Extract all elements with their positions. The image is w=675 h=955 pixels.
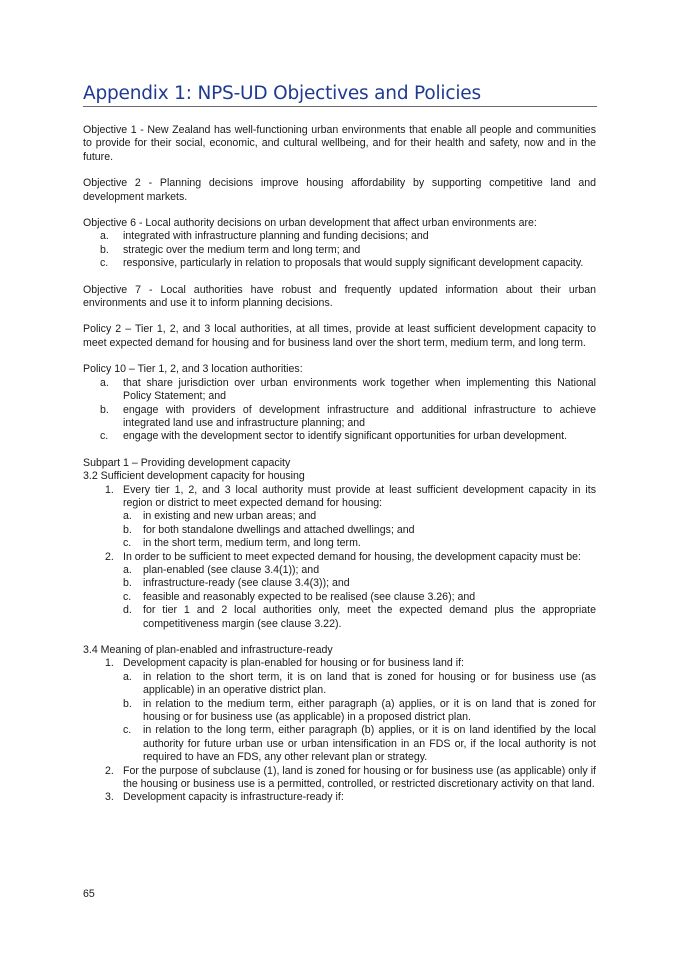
section-heading: 3.2 Sufficient development capacity for housing — [83, 470, 305, 483]
list-item — [83, 484, 596, 511]
list-marker: c. — [100, 257, 109, 270]
list-marker: a. — [123, 563, 132, 576]
list-text: responsive, particularly in relation to proposals that would supply significant development capacity. — [123, 257, 584, 270]
list-item — [83, 257, 596, 270]
policy-2: Policy 2 – Tier 1, 2, and 3 local authorities, at all times, provide at least sufficient development capacity to meet expected demand for housing and for business land over the short term, medium term, and long term. — [83, 323, 596, 349]
page-title: Appendix 1: NPS-UD Objectives and Policies — [83, 83, 481, 104]
objective-1: Objective 1 - New Zealand has well-functioning urban environments that enable all people and communities to provide for their social, economic, and cultural wellbeing, and for their health and safety, now and in the future. — [83, 124, 596, 163]
list-item — [83, 591, 596, 604]
list-marker: c. — [123, 724, 132, 737]
list-item — [83, 537, 596, 550]
list-marker: 3. — [105, 791, 114, 804]
list-item — [83, 698, 596, 725]
list-marker: c. — [123, 590, 132, 603]
list-item — [83, 791, 596, 804]
list-text: in relation to the medium term, either paragraph (a) applies, or it is on land that is zoned for housing or for business use (as applicable) in a proposed district plan. — [143, 697, 596, 724]
list-item — [83, 657, 596, 670]
objective-6-intro: Objective 6 - Local authority decisions on urban development that affect urban environments are: — [83, 217, 537, 230]
list-marker: b. — [100, 243, 109, 256]
list-item — [83, 551, 596, 564]
list-marker: b. — [100, 403, 109, 416]
list-text: Every tier 1, 2, and 3 local authority must provide at least sufficient development capacity in its region or district to meet expected demand for housing: — [123, 483, 596, 509]
document-body — [83, 124, 596, 805]
list-marker: b. — [123, 523, 132, 536]
list-item — [83, 577, 596, 590]
list-text: engage with the development sector to identify significant opportunities for urban development. — [123, 430, 568, 443]
list-item — [83, 244, 596, 257]
list-marker: 1. — [105, 657, 114, 670]
list-text: Development capacity is infrastructure-ready if: — [123, 791, 344, 804]
list-item — [83, 671, 596, 698]
list-marker: 2. — [105, 764, 114, 777]
list-text: feasible and reasonably expected to be realised (see clause 3.26); and — [143, 590, 476, 603]
list-marker: c. — [123, 537, 132, 550]
list-text: Development capacity is plan-enabled for housing or for business land if: — [123, 657, 464, 670]
list-marker: a. — [123, 510, 132, 523]
list-text: that share jurisdiction over urban environments work together when implementing this National Policy Statement; and — [123, 376, 596, 403]
list-marker: a. — [100, 376, 109, 389]
list-item — [83, 377, 596, 404]
list-text: in the short term, medium term, and long term. — [143, 537, 361, 550]
list-marker: 1. — [105, 483, 114, 496]
list-item — [83, 404, 596, 431]
list-item — [83, 604, 596, 631]
list-text: infrastructure-ready (see clause 3.4(3)); and — [143, 577, 350, 590]
section-heading: 3.4 Meaning of plan-enabled and infrastructure-ready — [83, 644, 333, 656]
subpart-heading: Subpart 1 – Providing development capacity — [83, 456, 291, 469]
list-marker: a. — [123, 670, 132, 683]
list-marker: b. — [123, 577, 132, 590]
list-item — [83, 564, 596, 577]
list-marker: 2. — [105, 550, 114, 563]
list-text: for tier 1 and 2 local authorities only, meet the expected demand plus the appropriate competitiveness margin (see clause 3.22). — [143, 604, 596, 630]
list-text: in existing and new urban areas; and — [143, 510, 317, 523]
list-marker: d. — [123, 604, 132, 617]
objective-2: Objective 2 - Planning decisions improve housing affordability by supporting competitive land and development markets. — [83, 177, 596, 203]
list-text: in relation to the short term, it is on land that is zoned for housing or for business use (as applicable) in an operative district plan. — [143, 670, 596, 697]
title-underline — [83, 106, 597, 107]
list-text: in relation to the long term, either paragraph (b) applies, or it is on land identified by the local authority for future urban use or urban intensification in an FDS or, if the local authority is not required to have an FDS, any other relevant plan or strategy. — [143, 724, 596, 764]
list-item — [83, 724, 596, 764]
list-text: for both standalone dwellings and attached dwellings; and — [143, 523, 415, 536]
list-marker: a. — [100, 230, 109, 243]
list-text: integrated with infrastructure planning and funding decisions; and — [123, 230, 429, 243]
page-number: 65 — [83, 888, 95, 900]
list-item — [83, 524, 596, 537]
list-text: In order to be sufficient to meet expected demand for housing, the development capacity must be: — [123, 550, 581, 563]
list-item — [83, 430, 596, 443]
list-text: plan-enabled (see clause 3.4(1)); and — [143, 563, 320, 576]
list-marker: c. — [100, 430, 109, 443]
list-marker: b. — [123, 697, 132, 710]
list-text: For the purpose of subclause (1), land is zoned for housing or for business use (as applicable) only if the housing or business use is a permitted, controlled, or restricted discretionary activity on that land. — [123, 764, 596, 791]
list-text: engage with providers of development infrastructure and additional infrastructure to achieve integrated land use and infrastructure planning; and — [123, 403, 596, 429]
list-item — [83, 765, 596, 792]
list-text: strategic over the medium term and long term; and — [123, 243, 361, 256]
list-item — [83, 230, 596, 243]
policy-10-intro: Policy 10 – Tier 1, 2, and 3 location authorities: — [83, 363, 303, 376]
list-item — [83, 510, 596, 523]
objective-7: Objective 7 - Local authorities have robust and frequently updated information about their urban environments and use it to inform planning decisions. — [83, 283, 596, 310]
